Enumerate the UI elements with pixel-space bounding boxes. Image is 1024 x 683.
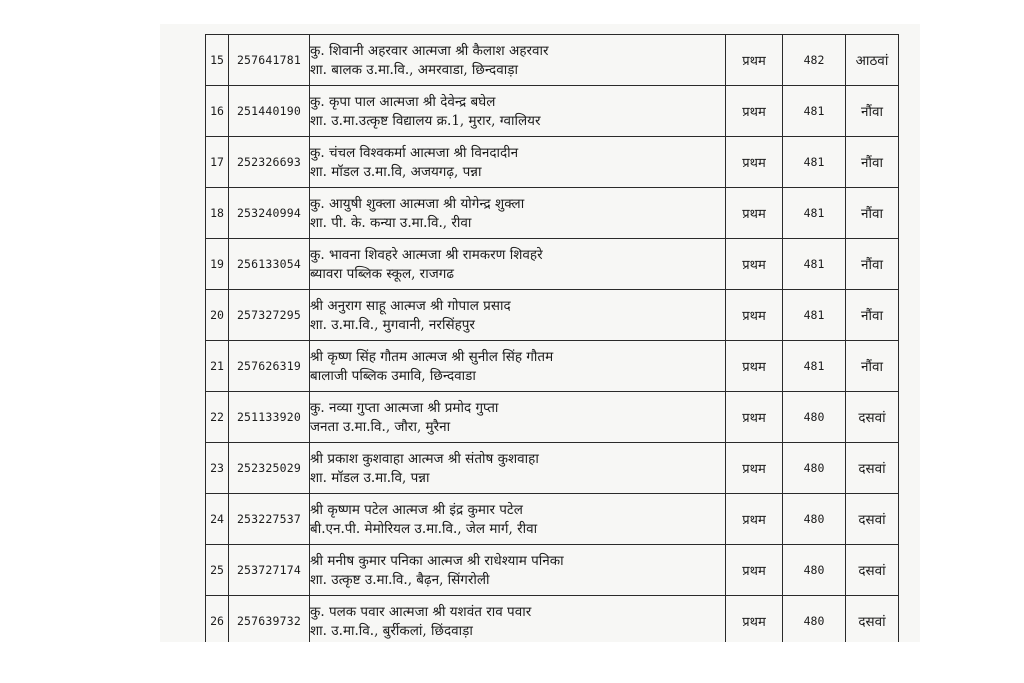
marks: 481 bbox=[783, 290, 846, 341]
roll-number: 257639732 bbox=[229, 596, 310, 643]
table-row bbox=[206, 392, 899, 443]
roll-number: 251133920 bbox=[229, 392, 310, 443]
table-row bbox=[206, 545, 899, 596]
marks: 480 bbox=[783, 596, 846, 643]
roll-number: 253240994 bbox=[229, 188, 310, 239]
serial-number: 22 bbox=[206, 392, 229, 443]
student-name: श्री कृष्णम पटेल आत्मज श्री इंद्र कुमार पटेल bbox=[310, 502, 523, 518]
division: प्रथम bbox=[726, 494, 783, 545]
student-details bbox=[310, 239, 726, 290]
serial-number: 18 bbox=[206, 188, 229, 239]
rank: दसवां bbox=[846, 392, 899, 443]
student-name: श्री प्रकाश कुशवाहा आत्मज श्री संतोष कुशवाहा bbox=[310, 451, 539, 467]
student-name: कु. आयुषी शुक्ला आत्मजा श्री योगेन्द्र शुक्ला bbox=[310, 196, 525, 212]
table-row bbox=[206, 290, 899, 341]
student-details bbox=[310, 545, 726, 596]
rank: नौंवा bbox=[846, 341, 899, 392]
rank: आठवां bbox=[846, 35, 899, 86]
school-name: शा. उ.मा.वि., बुर्रीकलां, छिंदवाड़ा bbox=[310, 623, 473, 639]
table-row bbox=[206, 86, 899, 137]
rank: दसवां bbox=[846, 596, 899, 643]
serial-number: 15 bbox=[206, 35, 229, 86]
rank: नौंवा bbox=[846, 239, 899, 290]
division: प्रथम bbox=[726, 35, 783, 86]
school-name: शा. उत्कृष्ट उ.मा.वि., बैढ़न, सिंगरोली bbox=[310, 572, 490, 588]
roll-number: 256133054 bbox=[229, 239, 310, 290]
table-row bbox=[206, 35, 899, 86]
rank: दसवां bbox=[846, 494, 899, 545]
marks: 480 bbox=[783, 545, 846, 596]
school-name: ब्यावरा पब्लिक स्कूल, राजगढ bbox=[310, 266, 454, 282]
marks: 481 bbox=[783, 239, 846, 290]
marks: 481 bbox=[783, 341, 846, 392]
division: प्रथम bbox=[726, 596, 783, 643]
school-name: शा. उ.मा.उत्कृष्ट विद्यालय क्र.1, मुरार, ग्वालियर bbox=[310, 113, 541, 129]
student-name: श्री कृष्ण सिंह गौतम आत्मज श्री सुनील सिंह गौतम bbox=[310, 349, 554, 365]
marks: 481 bbox=[783, 86, 846, 137]
student-details bbox=[310, 188, 726, 239]
school-name: बी.एन.पी. मेमोरियल उ.मा.वि., जेल मार्ग, रीवा bbox=[310, 521, 538, 537]
division: प्रथम bbox=[726, 290, 783, 341]
serial-number: 20 bbox=[206, 290, 229, 341]
marks: 480 bbox=[783, 494, 846, 545]
student-name: कु. शिवानी अहरवार आत्मजा श्री कैलाश अहरवार bbox=[310, 43, 549, 59]
marks: 481 bbox=[783, 188, 846, 239]
roll-number: 257327295 bbox=[229, 290, 310, 341]
roll-number: 257626319 bbox=[229, 341, 310, 392]
school-name: शा. बालक उ.मा.वि., अमरवाडा, छिन्दवाड़ा bbox=[310, 62, 518, 78]
student-details bbox=[310, 137, 726, 188]
school-name: शा. उ.मा.वि., मुगवानी, नरसिंहपुर bbox=[310, 317, 475, 333]
division: प्रथम bbox=[726, 392, 783, 443]
scanned-page bbox=[160, 24, 920, 642]
merit-list-table bbox=[205, 34, 899, 642]
student-details bbox=[310, 86, 726, 137]
marks: 480 bbox=[783, 443, 846, 494]
division: प्रथम bbox=[726, 86, 783, 137]
serial-number: 17 bbox=[206, 137, 229, 188]
school-name: जनता उ.मा.वि., जौरा, मुरैना bbox=[310, 419, 451, 435]
school-name: शा. पी. के. कन्या उ.मा.वि., रीवा bbox=[310, 215, 472, 231]
serial-number: 25 bbox=[206, 545, 229, 596]
division: प्रथम bbox=[726, 545, 783, 596]
student-details bbox=[310, 341, 726, 392]
serial-number: 24 bbox=[206, 494, 229, 545]
division: प्रथम bbox=[726, 137, 783, 188]
student-details bbox=[310, 290, 726, 341]
marks: 480 bbox=[783, 392, 846, 443]
division: प्रथम bbox=[726, 239, 783, 290]
school-name: बालाजी पब्लिक उमावि, छिन्दवाडा bbox=[310, 368, 476, 384]
rank: नौंवा bbox=[846, 86, 899, 137]
student-details bbox=[310, 596, 726, 643]
table-row bbox=[206, 494, 899, 545]
roll-number: 251440190 bbox=[229, 86, 310, 137]
table-row bbox=[206, 239, 899, 290]
student-details bbox=[310, 494, 726, 545]
roll-number: 253227537 bbox=[229, 494, 310, 545]
rank: दसवां bbox=[846, 443, 899, 494]
rank: नौंवा bbox=[846, 290, 899, 341]
student-details bbox=[310, 392, 726, 443]
student-name: कु. पलक पवार आत्मजा श्री यशवंत राव पवार bbox=[310, 604, 532, 620]
division: प्रथम bbox=[726, 341, 783, 392]
serial-number: 23 bbox=[206, 443, 229, 494]
student-name: कु. नव्या गुप्ता आत्मजा श्री प्रमोद गुप्ता bbox=[310, 400, 499, 416]
rank: नौंवा bbox=[846, 137, 899, 188]
marks: 482 bbox=[783, 35, 846, 86]
student-name: कु. कृपा पाल आत्मजा श्री देवेन्द्र बघेल bbox=[310, 94, 496, 110]
division: प्रथम bbox=[726, 188, 783, 239]
roll-number: 257641781 bbox=[229, 35, 310, 86]
serial-number: 21 bbox=[206, 341, 229, 392]
student-details bbox=[310, 35, 726, 86]
division: प्रथम bbox=[726, 443, 783, 494]
roll-number: 252326693 bbox=[229, 137, 310, 188]
table-row bbox=[206, 188, 899, 239]
table-row bbox=[206, 443, 899, 494]
serial-number: 16 bbox=[206, 86, 229, 137]
rank: नौंवा bbox=[846, 188, 899, 239]
student-name: श्री अनुराग साहू आत्मज श्री गोपाल प्रसाद bbox=[310, 298, 511, 314]
roll-number: 252325029 bbox=[229, 443, 310, 494]
student-details bbox=[310, 443, 726, 494]
school-name: शा. मॉडल उ.मा.वि, अजयगढ़, पन्ना bbox=[310, 164, 482, 180]
student-name: कु. चंचल विश्वकर्मा आत्मजा श्री विनदादीन bbox=[310, 145, 519, 161]
merit-list-body bbox=[206, 35, 899, 643]
school-name: शा. मॉडल उ.मा.वि, पन्ना bbox=[310, 470, 430, 486]
serial-number: 19 bbox=[206, 239, 229, 290]
table-row bbox=[206, 596, 899, 643]
marks: 481 bbox=[783, 137, 846, 188]
student-name: कु. भावना शिवहरे आत्मजा श्री रामकरण शिवहरे bbox=[310, 247, 543, 263]
roll-number: 253727174 bbox=[229, 545, 310, 596]
serial-number: 26 bbox=[206, 596, 229, 643]
rank: दसवां bbox=[846, 545, 899, 596]
student-name: श्री मनीष कुमार पनिका आत्मज श्री राधेश्याम पनिका bbox=[310, 553, 564, 569]
table-row bbox=[206, 137, 899, 188]
table-row bbox=[206, 341, 899, 392]
